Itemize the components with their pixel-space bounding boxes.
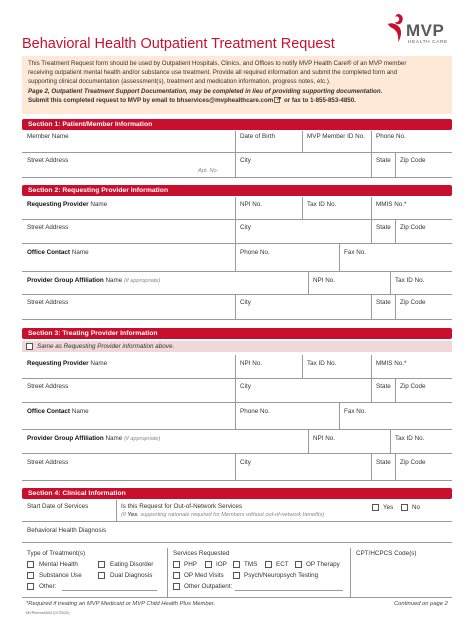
oon-hint-prefix: (If (121, 512, 128, 518)
divider (339, 403, 340, 430)
treat-office-label-bold: Office Contact (27, 408, 71, 415)
other-outpatient-checkbox[interactable] (173, 583, 180, 590)
type-of-treatment-title: Type of Treatment(s) (27, 550, 86, 557)
mental-health-label: Mental Health (39, 561, 78, 568)
divider (395, 379, 396, 403)
section-1-header (22, 119, 452, 130)
member-address-row (22, 153, 452, 178)
req-mmis-field[interactable]: MMIS No.* (376, 201, 407, 208)
submit-instructions (28, 96, 446, 105)
divider (235, 379, 236, 403)
req-group-city-field[interactable]: City (240, 299, 251, 306)
eating-disorder-checkbox[interactable] (98, 561, 105, 568)
iop-checkbox[interactable] (205, 561, 212, 568)
treat-group-npi-field[interactable]: NPI No. (313, 435, 336, 442)
start-date-field[interactable]: Start Date of Services (27, 503, 89, 510)
divider (371, 295, 372, 320)
treat-provider-label-rest: Name (88, 360, 108, 367)
treat-fax-field[interactable]: Fax No. (344, 408, 367, 415)
oon-hint (121, 512, 324, 518)
treat-provider-name-field[interactable] (27, 360, 107, 367)
divider (167, 548, 168, 598)
treat-office-contact-field[interactable] (27, 408, 89, 415)
req-office-label-bold: Office Contact (27, 249, 71, 256)
treatment-other-checkbox[interactable] (27, 583, 34, 590)
req-group-tax-field[interactable]: Tax ID No. (395, 277, 425, 284)
ect-label: ECT (276, 561, 289, 568)
divider (371, 379, 372, 403)
treat-provider-row (22, 355, 452, 379)
req-phone-field[interactable]: Phone No. (240, 249, 270, 256)
req-npi-field[interactable]: NPI No. (240, 201, 263, 208)
req-city-field[interactable]: City (240, 224, 251, 231)
divider (235, 295, 236, 320)
psych-testing-label: Psych/Neuropsych Testing (244, 572, 319, 579)
eating-disorder-label: Eating Disorder (110, 561, 154, 568)
divider (308, 430, 309, 454)
tms-label: TMS (244, 561, 258, 568)
treat-group-hint: (if appropriate) (124, 436, 161, 442)
op-therapy-label: OP Therapy (306, 561, 340, 568)
oon-hint-suffix: , supporting rationale required for Members without out-of-network benefits) (137, 512, 325, 518)
treat-group-city-field[interactable]: City (240, 459, 251, 466)
oon-hint-yes: Yes (127, 512, 138, 518)
same-as-row (22, 341, 452, 352)
treat-group-label-rest: Name (103, 435, 123, 442)
intro-line: supporting clinical documentation (assessment(s), treatment and medication information, progress notes, etc.). (28, 78, 331, 86)
req-provider-label-bold: Requesting Provider (27, 201, 89, 208)
section-1-title: Section 1: Patient/Member Information (28, 121, 153, 128)
divider (371, 355, 372, 379)
divider (302, 131, 303, 153)
member-phone-field[interactable]: Phone No. (376, 133, 406, 140)
treat-group-tax-field[interactable]: Tax ID No. (395, 435, 425, 442)
req-street-field[interactable]: Street Address (27, 224, 69, 231)
treat-group-address-row (22, 454, 452, 481)
treatment-other-input[interactable] (62, 590, 157, 591)
req-address-row (22, 220, 452, 244)
other-outpatient-label: Other Outpatient: (184, 583, 233, 590)
section-4-title: Section 4: Clinical Information (28, 490, 126, 497)
divider (371, 131, 372, 153)
member-name-field[interactable]: Member Name (27, 133, 69, 140)
divider (395, 454, 396, 481)
divider (395, 220, 396, 244)
treat-office-label-rest: Name (70, 408, 89, 415)
op-med-visits-checkbox[interactable] (173, 572, 180, 579)
zip-field[interactable]: Zip Code (400, 157, 426, 164)
req-provider-label-rest: Name (88, 201, 108, 208)
apt-no-field[interactable]: Apt. No. (198, 168, 219, 174)
divider (235, 220, 236, 244)
op-therapy-checkbox[interactable] (295, 561, 302, 568)
divider (395, 153, 396, 178)
intro-line: receiving outpatient mental health and/or substance use treatment. Provide all required information and submit the completed form and (28, 69, 398, 77)
req-group-label-bold: Provider Group Affiliation (27, 277, 104, 284)
divider (371, 454, 372, 481)
req-provider-name-field[interactable] (27, 201, 107, 208)
ect-checkbox[interactable] (265, 561, 272, 568)
req-group-label-rest: Name (103, 277, 123, 284)
req-office-label-rest: Name (70, 249, 89, 256)
req-group-row (22, 272, 452, 295)
divider (390, 430, 391, 454)
divider (371, 220, 372, 244)
treat-address-row (22, 379, 452, 403)
divider (235, 454, 236, 481)
diagnosis-field[interactable]: Behavioral Health Diagnosis (27, 527, 107, 534)
form-number: MVPforms0004 (07/2020) (26, 611, 70, 615)
treat-group-row (22, 430, 452, 454)
req-office-contact-field[interactable] (27, 249, 89, 256)
treat-group-field[interactable] (27, 435, 160, 442)
treat-mmis-field[interactable]: MMIS No.* (376, 360, 407, 367)
req-provider-row (22, 197, 452, 220)
street-address-field[interactable]: Street Address (27, 157, 69, 164)
diagnosis-row (22, 522, 452, 543)
page-title: Behavioral Health Outpatient Treatment Request (22, 36, 335, 52)
section-3-title: Section 3: Treating Provider Information (28, 330, 158, 337)
req-fax-field[interactable]: Fax No. (344, 249, 367, 256)
php-checkbox[interactable] (173, 561, 180, 568)
oon-no-checkbox[interactable] (401, 504, 408, 511)
continued-note: Continued on page 2 (394, 601, 448, 607)
treat-group-street-field[interactable]: Street Address (27, 459, 69, 466)
member-id-field[interactable]: MVP Member ID No. (307, 133, 365, 140)
treat-group-state-field[interactable]: State (376, 459, 391, 466)
treat-provider-label-bold: Requesting Provider (27, 360, 89, 367)
section-4-header (22, 488, 452, 499)
oon-question: Is this Request for Out-of-Network Services (121, 503, 243, 510)
intro-box (22, 56, 452, 114)
submit-fax: 1-855-853-4850 (310, 96, 355, 104)
req-tax-field[interactable]: Tax ID No. (307, 201, 337, 208)
dual-diagnosis-checkbox[interactable] (98, 572, 105, 579)
treat-tax-field[interactable]: Tax ID No. (307, 360, 337, 367)
psych-testing-checkbox[interactable] (233, 572, 240, 579)
treat-phone-field[interactable]: Phone No. (240, 408, 270, 415)
divider (235, 131, 236, 153)
mvp-logo-icon (384, 12, 406, 46)
divider (308, 272, 309, 295)
logo-subtext: HEALTH CARE (408, 40, 448, 45)
treat-street-field[interactable]: Street Address (27, 383, 69, 390)
member-row (22, 131, 452, 153)
same-as-checkbox[interactable] (26, 343, 33, 350)
cpt-codes-field[interactable]: CPT/HCPCS Code(s) (356, 550, 417, 557)
intro-page2-note: Page 2, Outpatient Treatment Support Documentation, may be completed in lieu of providing supporting documentation. (28, 87, 383, 95)
divider (350, 548, 351, 598)
state-field[interactable]: State (376, 157, 391, 164)
start-date-row (22, 500, 452, 522)
substance-use-checkbox[interactable] (27, 572, 34, 579)
req-group-state-field[interactable]: State (376, 299, 391, 306)
other-outpatient-input[interactable] (235, 590, 343, 591)
divider (302, 197, 303, 220)
req-group-npi-field[interactable]: NPI No. (313, 277, 336, 284)
treat-city-field[interactable]: City (240, 383, 251, 390)
req-group-hint: (if appropriate) (124, 278, 161, 284)
section-3-header (22, 328, 452, 339)
submit-prefix: Submit this completed request to MVP by email to (28, 96, 177, 104)
treatment-other-label: Other: (39, 583, 57, 590)
divider (235, 197, 236, 220)
req-office-row (22, 244, 452, 272)
treat-office-row (22, 403, 452, 430)
treat-group-zip-field[interactable]: Zip Code (400, 459, 426, 466)
treat-group-label-bold: Provider Group Affiliation (27, 435, 104, 442)
divider (395, 295, 396, 320)
divider (390, 272, 391, 295)
dual-diagnosis-label: Dual Diagnosis (110, 572, 153, 579)
external-link-icon (274, 97, 281, 103)
divider (116, 500, 117, 522)
php-label: PHP (184, 561, 197, 568)
tms-checkbox[interactable] (233, 561, 240, 568)
divider (235, 355, 236, 379)
treatment-grid (22, 548, 452, 598)
req-group-address-row (22, 295, 452, 320)
oon-yes-label: Yes (383, 504, 394, 511)
divider (235, 153, 236, 178)
divider (302, 355, 303, 379)
divider (235, 403, 236, 430)
dob-field[interactable]: Date of Birth (240, 133, 275, 140)
section-2-title: Section 2: Requesting Provider Information (28, 187, 169, 194)
divider (371, 197, 372, 220)
mental-health-checkbox[interactable] (27, 561, 34, 568)
city-field[interactable]: City (240, 157, 251, 164)
divider (235, 244, 236, 272)
submit-period: . (354, 96, 356, 104)
req-group-field[interactable] (27, 277, 160, 284)
submit-suffix: or fax to (282, 96, 311, 104)
req-group-zip-field[interactable]: Zip Code (400, 299, 426, 306)
req-zip-field[interactable]: Zip Code (400, 224, 426, 231)
divider (339, 244, 340, 272)
treat-zip-field[interactable]: Zip Code (400, 383, 426, 390)
op-med-visits-label: OP Med Visits (184, 572, 224, 579)
section-2-header (22, 185, 452, 196)
submit-email-link[interactable]: bhservices@mvphealthcare.com (176, 96, 274, 104)
footnote: *Required if treating an MVP Medicaid or MVP Child Health Plus Member. (26, 601, 216, 607)
treat-state-field[interactable]: State (376, 383, 391, 390)
same-as-label: Same as Requesting Provider information above. (37, 343, 175, 350)
treat-npi-field[interactable]: NPI No. (240, 360, 263, 367)
mvp-logo (384, 12, 454, 56)
services-requested-title: Services Requested (173, 550, 230, 557)
req-group-street-field[interactable]: Street Address (27, 299, 69, 306)
substance-use-label: Substance Use (39, 572, 82, 579)
divider (371, 153, 372, 178)
oon-yes-checkbox[interactable] (372, 504, 379, 511)
req-state-field[interactable]: State (376, 224, 391, 231)
logo-text: MVP (406, 21, 445, 40)
iop-label: IOP (216, 561, 227, 568)
intro-line: This Treatment Request form should be used by Outpatient Hospitals, Clinics, and Offices to notify MVP Health Care® of an MVP member (28, 60, 407, 67)
oon-no-label: No (412, 504, 421, 511)
